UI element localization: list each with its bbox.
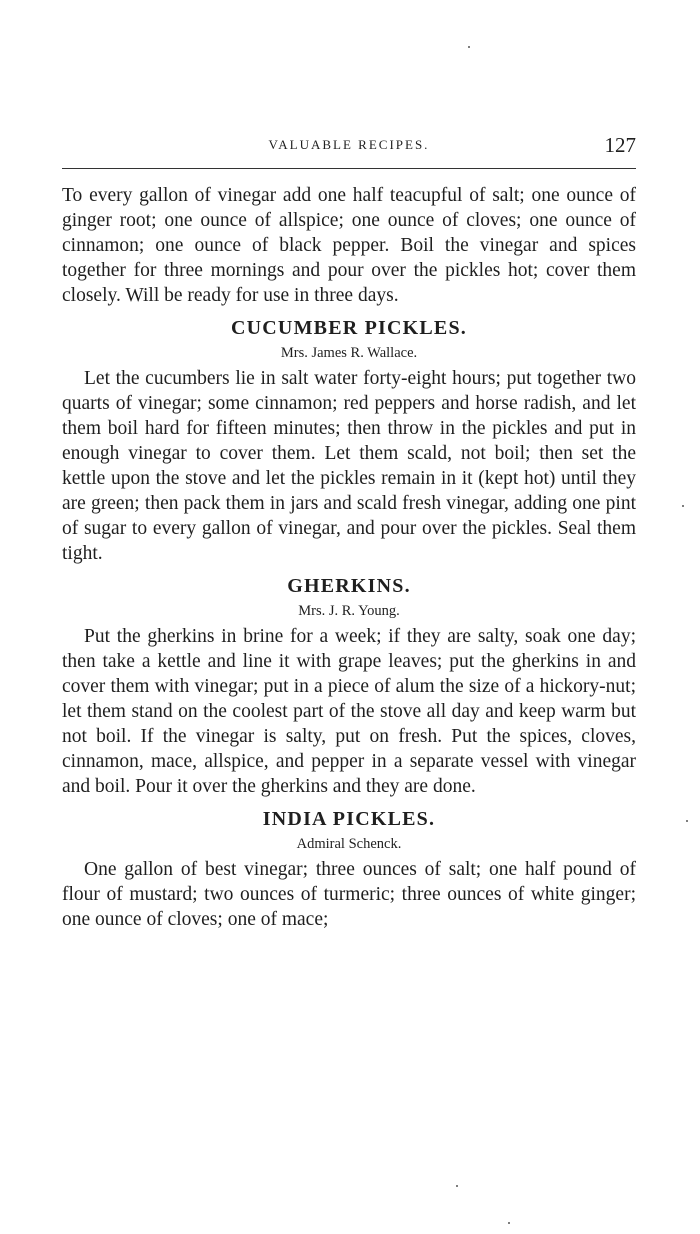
paper-speck	[686, 820, 688, 822]
page-body	[62, 183, 636, 932]
recipe-text-india-pickles: One gallon of best vinegar; three ounces of salt; one half pound of flour of mustard; two ounces of turmeric; three ounces of white ginger; one ounce of cloves; one of mace;	[62, 859, 636, 930]
recipe-title-india-pickles: INDIA PICKLES.	[262, 808, 436, 830]
recipe-text-gherkins: Put the gherkins in brine for a week; if they are salty, soak one day; then take a kettle and line it with grape leaves; put the gherkins in and cover them with vinegar; put in a piece of alum the size of a hickory-nut; let them stand on the coolest part of the stove all day and keep warm but not boil. If the vinegar is salty, put on fresh. Put the spices, cloves, cinnamon, mace, allspice, and pepper in a separate vessel with vinegar and boil. Pour it over the gherkins and they are done.	[62, 626, 636, 797]
recipe-credit-gherkins: Mrs. J. R. Young.	[298, 603, 400, 619]
paper-speck	[456, 1185, 458, 1187]
paper-speck	[508, 1222, 510, 1224]
paper-speck	[682, 505, 684, 507]
running-head	[62, 133, 636, 163]
page-number: 127	[604, 133, 636, 157]
recipe-text-cucumber-pickles: Let the cucumbers lie in salt water forty-eight hours; put together two quarts of vinegar; some cinnamon; red peppers and horse radish, and let them boil hard for fifteen minutes; then throw in the pickles and put in enough vinegar to cover them. Let them scald, not boil; then set the kettle upon the stove and let the pickles remain in it (kept hot) until they are green; then pack them in jars and scald fresh vinegar, adding one pint of sugar to every gallon of vinegar, and pour over the pickles. Seal them tight.	[62, 368, 636, 564]
recipe-title-gherkins: GHERKINS.	[287, 575, 411, 597]
recipe-credit-cucumber-pickles: Mrs. James R. Wallace.	[280, 345, 418, 361]
running-title: VALUABLE RECIPES.	[268, 137, 430, 152]
recipe-title-cucumber-pickles: CUCUMBER PICKLES.	[231, 317, 467, 339]
recipe-credit-india-pickles: Admiral Schenck.	[296, 836, 402, 852]
header-rule	[62, 168, 636, 169]
paper-speck	[468, 46, 470, 48]
intro-paragraph: To every gallon of vinegar add one half teacupful of salt; one ounce of ginger root; one ounce of allspice; one ounce of cloves; one ounce of cinnamon; one ounce of black pepper. Boil the vinegar and spices together for three mornings and pour over the pickles hot; cover them closely. Will be ready for use in three days.	[62, 185, 636, 306]
